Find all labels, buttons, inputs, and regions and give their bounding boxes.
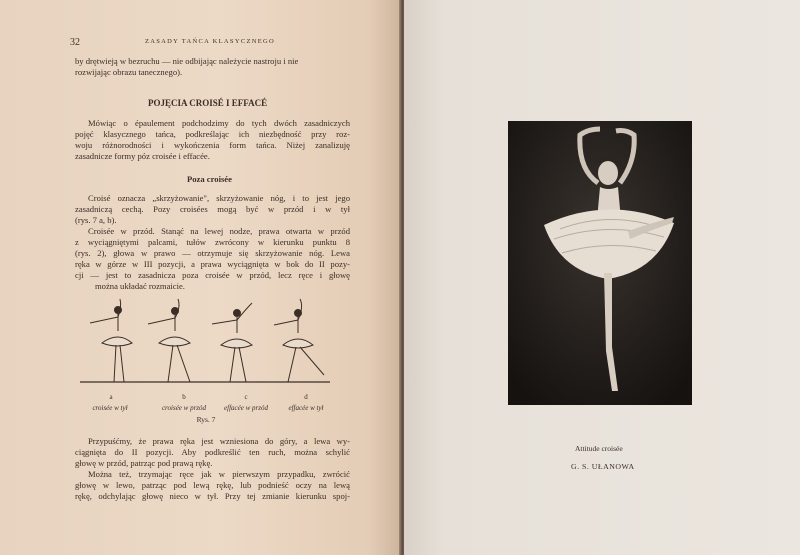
para3-line-5: cji — jest to zasadnicza poza croisée w przód, lecz ręce i głowę [75, 270, 350, 280]
para3-line-1: Croisée w przód. Stanąć na lewej nodze, prawa otwarta w przód [88, 226, 350, 236]
para2-line-2: zasadniczą cechą. Pozy croisées mogą być w przód i w tył [75, 204, 350, 214]
para4-line-1: Przypuśćmy, że prawa ręka jest wzniesiona do góry, a lewa wy- [88, 436, 350, 446]
para3-line-3: (rys. 2), głowa w prawo — otrzymuje się skrzyżowanie nóg. Lewa [75, 248, 350, 258]
dancer-d-drawing [274, 299, 324, 382]
para3-line-4: ręka w górze w III pozycji, a prawa wyciągnięta w bok do II pozy- [75, 259, 350, 269]
dancer-c-drawing [212, 303, 252, 382]
para5-line-2: głowę w lewo, patrząc pod lewą rękę, lub podnieść oczy na lewą [75, 480, 350, 490]
subheading: Poza croisée [187, 174, 232, 184]
intro-line-1: by drętwieją w bezruchu — nie odbijając należycie nastroju i nie [75, 56, 299, 66]
figure-caption-c: effacée w przód [224, 404, 268, 412]
figure-letter-b: b [182, 393, 186, 401]
figure-letter-a: a [109, 393, 113, 401]
intro-line-2: rozwijając obrazu tanecznego). [75, 67, 183, 77]
figure-caption-d: effacée w tył [288, 404, 324, 412]
para4-line-3: głowę w przód, patrząc pod prawą rękę. [75, 458, 213, 468]
figure-caption-b: croisée w przód [161, 404, 207, 412]
para4-line-2: ciągnięta do II pozycji. Aby podkreślić ten ruch, można schylić [75, 447, 350, 457]
para2-line-3: (rys. 7 a, b). [75, 215, 117, 225]
figure-label: Rys. 7 [196, 415, 216, 424]
photo-caption-title: Attitude croisée [575, 444, 623, 453]
ballerina-figure [508, 121, 692, 405]
figure-caption-a: croisée w tył [92, 404, 128, 412]
para5-line-1: Można też, trzymając ręce jak w pierwszym przypadku, zwrócić [88, 469, 350, 479]
para2-line-1: Croisé oznacza „skrzyżowanie", skrzyżowanie nóg, i to jest jego [88, 193, 350, 203]
figure-letter-d: d [304, 393, 308, 401]
para1-line-4: zasadnicze formy póz croisée i effacée. [75, 151, 210, 161]
ballerina-photo [508, 121, 692, 405]
para3-line-6: można układać rozmaicie. [95, 281, 185, 291]
para1-line-1: Mówiąc o épaulement podchodzimy do tych dwóch zasadniczych [88, 118, 350, 128]
dancer-b-drawing [148, 299, 190, 382]
dancer-a-drawing [90, 299, 132, 382]
photo-caption-name: G. S. UŁANOWA [571, 462, 635, 471]
figure-dancers-illustration [80, 293, 330, 383]
section-heading: POJĘCIA CROISÉ I EFFACÉ [148, 98, 268, 108]
para5-line-3: rękę, odchylając głowę nieco w tył. Przy tej zmianie kierunku spoj- [75, 491, 350, 501]
figure-letter-c: c [244, 393, 248, 401]
running-head: ZASADY TAŃCA KLASYCZNEGO [145, 38, 275, 45]
para1-line-2: pojęć klasycznego tańca, podkreślając ich niezbędność przy roz- [75, 129, 350, 139]
page-number: 32 [70, 37, 80, 48]
para3-line-2: z wyciągniętymi palcami, tułów zwrócony w kierunku punktu 8 [75, 237, 350, 247]
para1-line-3: woju różnorodności i wykończenia form tańca. Niżej zanalizuję [75, 140, 350, 150]
